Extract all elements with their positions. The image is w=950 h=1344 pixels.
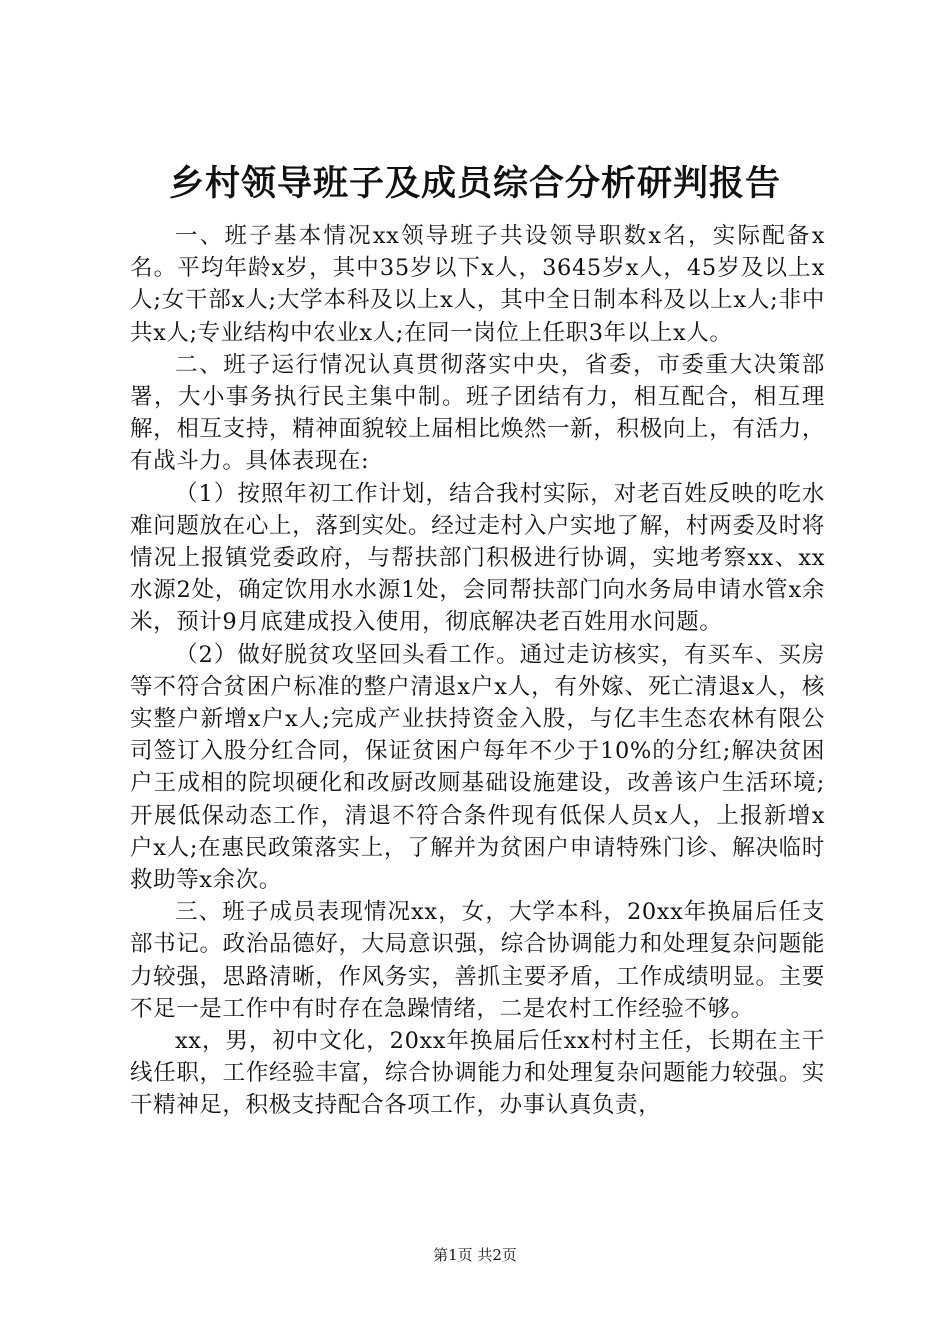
paragraph-poverty-review: （2）做好脱贫攻坚回头看工作。通过走访核实，有买车、买房等不符合贫困户标准的整户清退x户x人，有外嫁、死亡清退x人，核实整户新增x户x人;完成产业扶持资金入股，与亿丰生态农林有限公司签订入股分红合同，保证贫困户每年不少于10%的分红;解决贫困户王成相的院坝硬化和改厨改厕基础设施建设，改善该户生活环境;开展低保动态工作，清退不符合条件现有低保人员x人，上报新增x户x人;在惠民政策落实上，了解并为贫困户申请特殊门诊、解决临时救助等x余次。	[130, 641, 825, 894]
paragraph-team-operation: 二、班子运行情况认真贯彻落实中央，省委，市委重大决策部署，大小事务执行民主集中制。班子团结有力，相互配合，相互理解，相互支持，精神面貌较上届相比焕然一新，积极向上，有活力，有战斗力。具体表现在:	[130, 351, 825, 475]
document-title: 乡村领导班子及成员综合分析研判报告	[168, 163, 781, 204]
paragraph-water-supply: （1）按照年初工作计划，结合我村实际，对老百姓反映的吃水难问题放在心上，落到实处。经过走村入户实地了解，村两委及时将情况上报镇党委政府，与帮扶部门积极进行协调，实地考察xx、xx水源2处，确定饮用水水源1处，会同帮扶部门向水务局申请水管x余米，预计9月底建成投入使用，彻底解决老百姓用水问题。	[130, 480, 825, 636]
page-number-footer: 第1页 共2页	[433, 1246, 517, 1264]
paragraph-team-basic-info: 一、班子基本情况xx领导班子共设领导职数x名，实际配备x名。平均年龄x岁，其中35岁以下x人，3645岁x人，45岁及以上x人;女干部x人;大学本科及以上x人，其中全日制本科及以上x人;非中共x人;专业结构中农业x人;在同一岗位上任职3年以上x人。	[130, 223, 825, 346]
paragraph-member-secretary: 三、班子成员表现情况xx，女，大学本科，20xx年换届后任支部书记。政治品德好，大局意识强，综合协调能力和处理复杂问题能力较强，思路清晰，作风务实，善抓主要矛盾，工作成绩明显。主要不足一是工作中有时存在急躁情绪，二是农村工作经验不够。	[130, 899, 825, 1022]
document-body	[130, 220, 825, 1122]
paragraph-member-director: xx，男，初中文化，20xx年换届后任xx村村主任，长期在主干线任职，工作经验丰富，综合协调能力和处理复杂问题能力较强。实干精神足，积极支持配合各项工作，办事认真负责，	[130, 1028, 825, 1119]
